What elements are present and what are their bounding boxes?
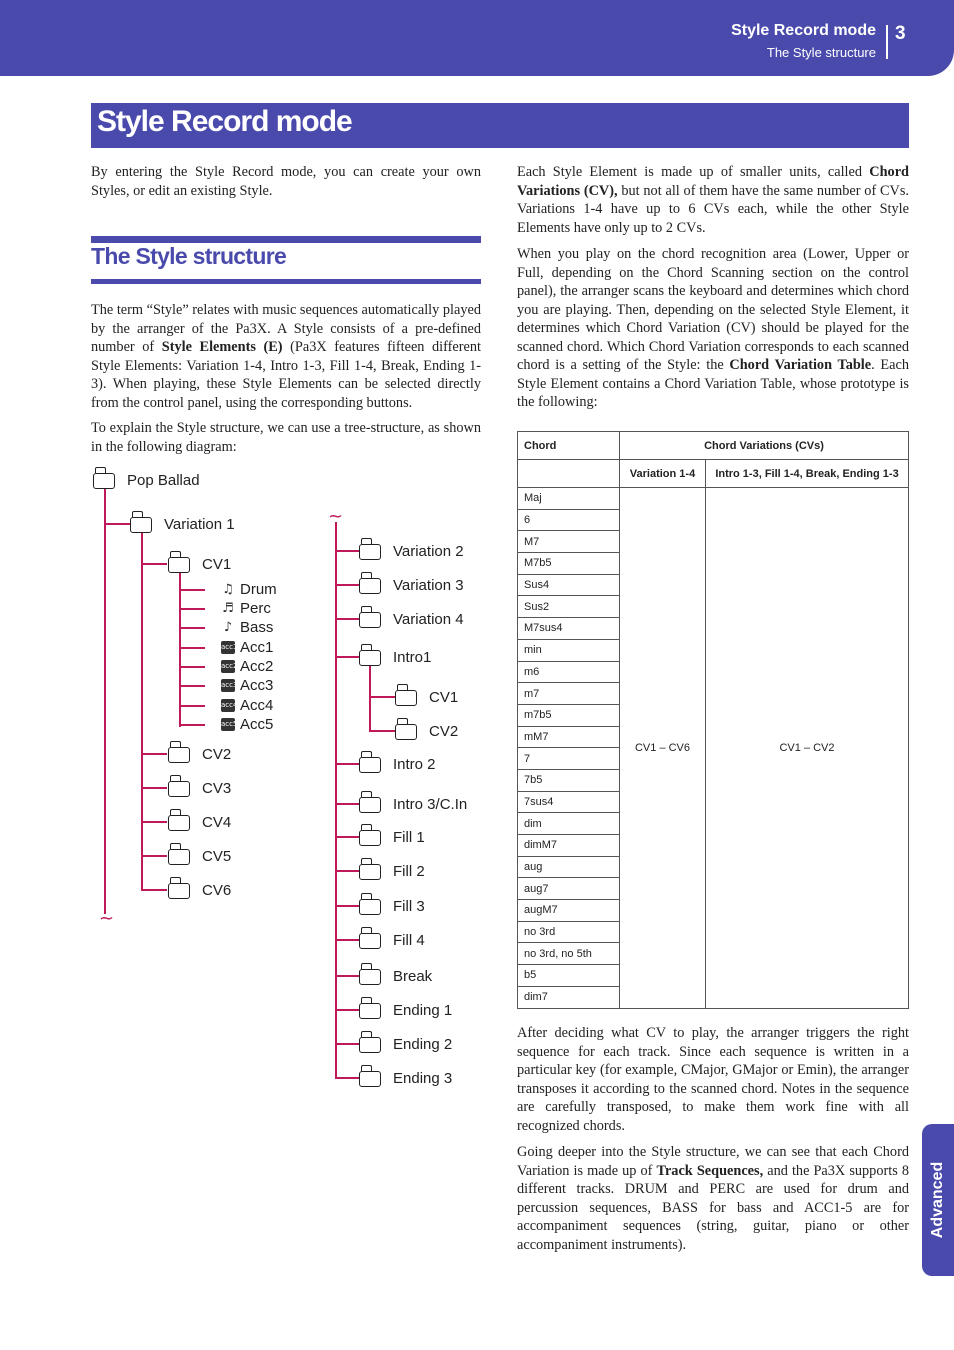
- chord-cell: 6: [518, 509, 620, 531]
- diagram-intro-paragraph: To explain the Style structure, we can use a tree-structure, as shown in the following diagram:: [91, 420, 481, 455]
- tree-branch-variation2: [335, 550, 359, 552]
- chord-cell: no 3rd, no 5th: [518, 943, 620, 965]
- tree-line-variation1: [141, 533, 143, 891]
- acc4-icon: acc4: [221, 699, 235, 712]
- tree-branch-cv5: [141, 855, 167, 857]
- tree-node-variation3: Variation 3: [359, 577, 464, 594]
- tree-branch-bass: [179, 627, 205, 629]
- chord-variation-paragraph: Each Style Element is made up of smaller units, called Chord Variations (CV), but not all of them have the same number of CVs. Variations 1-4 have up to 6 CVs each, while the other Style Elements have only up to 2 CVs.: [517, 164, 909, 236]
- folder-icon: [168, 557, 190, 573]
- tree-branch-intro1: [335, 656, 359, 658]
- folder-icon: [93, 473, 115, 489]
- tree-node-cv2: CV2: [168, 746, 231, 763]
- tree-branch-cv6: [141, 889, 167, 891]
- tree-branch-acc4: [179, 705, 205, 707]
- folder-icon: [168, 849, 190, 865]
- page-title: Style Record mode: [97, 105, 352, 138]
- chord-cell: min: [518, 639, 620, 661]
- folder-icon: [359, 578, 381, 594]
- chord-cell: m7b5: [518, 704, 620, 726]
- chord-cell: Sus2: [518, 596, 620, 618]
- chord-cell: M7b5: [518, 553, 620, 575]
- tree-branch-intro3: [335, 803, 359, 805]
- drum-icon: ♫: [222, 582, 234, 597]
- tree-branch-variation4: [335, 618, 359, 620]
- tree-branch-ending2: [335, 1043, 359, 1045]
- tree-line-right: [335, 522, 337, 1078]
- tree-node-variation1: Variation 1: [130, 516, 235, 533]
- percussion-icon: ♬: [222, 601, 234, 616]
- acc5-icon: acc5: [221, 718, 235, 731]
- tree-track-perc: ♬ Perc: [222, 600, 271, 617]
- tree-branch-acc3: [179, 685, 205, 687]
- tree-node-intro3: Intro 3/C.In: [359, 796, 467, 813]
- chord-cell: augM7: [518, 900, 620, 922]
- chord-cell: m7: [518, 683, 620, 705]
- tree-track-acc2: acc2 Acc2: [221, 658, 274, 675]
- folder-icon: [168, 815, 190, 831]
- acc2-icon: acc2: [221, 660, 235, 673]
- tree-branch-perc: [179, 608, 205, 610]
- folder-icon: [395, 690, 417, 706]
- acc3-icon: acc3: [221, 679, 235, 692]
- tree-node-cv3: CV3: [168, 780, 231, 797]
- tree-branch-cv2: [141, 753, 167, 755]
- chord-cell: no 3rd: [518, 921, 620, 943]
- folder-icon: [168, 883, 190, 899]
- folder-icon: [130, 517, 152, 533]
- tree-branch-acc2: [179, 666, 205, 668]
- tree-branch-variation1: [104, 523, 130, 525]
- acc1-icon: acc1: [221, 641, 235, 654]
- tree-track-bass: ♪ Bass: [221, 619, 273, 636]
- chord-cell: 7sus4: [518, 791, 620, 813]
- chord-cell: b5: [518, 965, 620, 987]
- chapter-title-bar: [91, 103, 909, 148]
- chord-cell: m6: [518, 661, 620, 683]
- tree-node-ending1: Ending 1: [359, 1002, 452, 1019]
- tree-node-cv6: CV6: [168, 882, 231, 899]
- chord-cell: dim: [518, 813, 620, 835]
- tree-branch-fill2: [335, 870, 359, 872]
- tree-track-drum: ♫ Drum: [222, 581, 277, 598]
- tree-break-mark-left: ~: [99, 908, 115, 929]
- variation-cv-range-cell: CV1 – CV6: [620, 488, 706, 1009]
- chord-cell: Sus4: [518, 574, 620, 596]
- tree-node-cv1: CV1: [168, 556, 231, 573]
- track-sequence-paragraph: Going deeper into the Style structure, we can see that each Chord Variation is made up of Track Sequences, and the Pa3X supports 8 different tracks. DRUM and PERC are used for drum and percussion sequences, BASS for bass and ACC1-5 are for accompaniment sequences (string, guitar, piano or other accompaniment instruments).: [517, 1144, 910, 1253]
- tree-track-acc1: acc1 Acc1: [221, 639, 274, 656]
- folder-icon: [359, 830, 381, 846]
- tree-branch-acc5: [179, 724, 205, 726]
- folder-icon: [359, 864, 381, 880]
- tree-node-variation4: Variation 4: [359, 611, 464, 628]
- tree-branch-acc1: [179, 647, 205, 649]
- section-side-tab[interactable]: [922, 1124, 954, 1276]
- intro-paragraph: By entering the Style Record mode, you can create your own Styles, or edit an existing Style.: [91, 164, 481, 199]
- chord-variation-table: [517, 431, 909, 1009]
- tree-branch-cv3: [141, 787, 167, 789]
- folder-icon: [359, 797, 381, 813]
- table-header-chord: Chord: [518, 432, 620, 460]
- folder-icon: [359, 1037, 381, 1053]
- tree-node-break: Break: [359, 968, 432, 985]
- chord-cell: aug: [518, 856, 620, 878]
- tree-branch-fill3: [335, 905, 359, 907]
- header-subtitle: The Style structure: [766, 45, 876, 60]
- table-header-variation: Variation 1-4: [620, 460, 706, 488]
- tree-line-intro1: [369, 666, 371, 732]
- tree-branch-cv1: [141, 563, 167, 565]
- chord-cell: 7: [518, 748, 620, 770]
- tree-track-acc4: acc4 Acc4: [221, 697, 274, 714]
- side-tab-label: Advanced: [929, 1161, 946, 1239]
- folder-icon: [359, 933, 381, 949]
- tree-break-mark-right: ~: [328, 506, 344, 527]
- tree-branch-intro1-cv1: [369, 696, 395, 698]
- tree-branch-ending3: [335, 1077, 359, 1079]
- style-tree-diagram: [85, 462, 485, 1092]
- folder-icon: [359, 650, 381, 666]
- tree-node-cv4: CV4: [168, 814, 231, 831]
- tree-node-ending2: Ending 2: [359, 1036, 452, 1053]
- section-title: The Style structure: [91, 243, 287, 269]
- table-header-other: Intro 1-3, Fill 1-4, Break, Ending 1-3: [706, 460, 909, 488]
- folder-icon: [359, 1071, 381, 1087]
- chord-cell: M7sus4: [518, 618, 620, 640]
- table-body: [518, 488, 909, 1009]
- tree-node-root: Pop Ballad: [93, 472, 200, 489]
- folder-icon: [395, 724, 417, 740]
- tree-node-ending3: Ending 3: [359, 1070, 452, 1087]
- tree-branch-intro2: [335, 763, 359, 765]
- tree-node-intro2: Intro 2: [359, 756, 436, 773]
- table-subheader-row: [518, 460, 909, 488]
- tree-branch-ending1: [335, 1009, 359, 1011]
- tree-line-cv1: [179, 573, 181, 727]
- folder-icon: [359, 1003, 381, 1019]
- tree-node-fill4: Fill 4: [359, 932, 425, 949]
- transpose-paragraph: After deciding what CV to play, the arranger triggers the right sequence for each track. Since each sequence is written in a particular key (for example, CMajor, GMajor or Emin), the arranger transposes it according to the scanned chord. Notes in the sequence are carefully transposed, to make them work fine with all recognized chords.: [517, 1025, 909, 1134]
- section-rule-top: [91, 236, 481, 243]
- header-divider: [886, 25, 888, 59]
- chord-cell: 7b5: [518, 769, 620, 791]
- tree-branch-fill1: [335, 836, 359, 838]
- tree-node-intro1-cv1: CV1: [395, 689, 458, 706]
- table-row: [518, 488, 909, 510]
- table-header-cvs: Chord Variations (CVs): [620, 432, 909, 460]
- section-rule-bottom: [91, 279, 481, 284]
- tree-branch-intro1-cv2: [369, 730, 395, 732]
- tree-node-fill1: Fill 1: [359, 829, 425, 846]
- chord-cell: M7: [518, 531, 620, 553]
- chord-scanning-paragraph: When you play on the chord recognition area (Lower, Upper or Full, depending on the Chord Scanning section on the control panel), the arranger scans the keyboard and determines which chord you are playing. Then, depending on the selected Style Element, it determines which Chord Variation (CV) should be played for the scanned chord. Which Chord Variation corresponds to each scanned chord is a setting of the Style: the Chord Variation Table. Each Style Element contains a Chord Variation Table, whose prototype is the following:: [517, 246, 909, 410]
- tree-node-variation2: Variation 2: [359, 543, 464, 560]
- tree-branch-variation3: [335, 584, 359, 586]
- tree-node-fill2: Fill 2: [359, 863, 425, 880]
- chord-cell: aug7: [518, 878, 620, 900]
- folder-icon: [168, 747, 190, 763]
- tree-node-cv5: CV5: [168, 848, 231, 865]
- folder-icon: [359, 757, 381, 773]
- tree-branch-cv4: [141, 821, 167, 823]
- style-definition-paragraph: The term “Style” relates with music sequences automatically played by the arranger of the Pa3X. A Style consists of a pre-defined number of Style Elements (E) (Pa3X features fifteen different Style Elements: Variation 1-4, Intro 1-3, Fill 1-4, Break, Ending 1-3). When playing, these Style Elements can be selected directly from the control panel, using the corresponding buttons.: [91, 302, 481, 411]
- page-header: [0, 0, 954, 76]
- tree-track-acc5: acc5 Acc5: [221, 716, 274, 733]
- folder-icon: [359, 899, 381, 915]
- tree-node-intro1-cv2: CV2: [395, 723, 458, 740]
- header-title: Style Record mode: [731, 22, 876, 39]
- chord-cell: mM7: [518, 726, 620, 748]
- folder-icon: [359, 544, 381, 560]
- tree-branch-drum: [179, 589, 205, 591]
- other-cv-range-cell: CV1 – CV2: [706, 488, 909, 1009]
- tree-node-intro1: Intro1: [359, 649, 431, 666]
- page-number: 3: [895, 23, 906, 44]
- table-empty-cell: [518, 460, 620, 488]
- folder-icon: [359, 612, 381, 628]
- table-header-row: [518, 432, 909, 460]
- chord-cell: dimM7: [518, 835, 620, 857]
- folder-icon: [359, 969, 381, 985]
- tree-track-acc3: acc3 Acc3: [221, 677, 274, 694]
- chord-cell: Maj: [518, 488, 620, 510]
- chord-cell: dim7: [518, 986, 620, 1008]
- folder-icon: [168, 781, 190, 797]
- tree-branch-fill4: [335, 939, 359, 941]
- tree-node-fill3: Fill 3: [359, 898, 425, 915]
- tree-branch-break: [335, 975, 359, 977]
- tree-line-root: [104, 488, 106, 914]
- bass-icon: ♪: [223, 620, 233, 635]
